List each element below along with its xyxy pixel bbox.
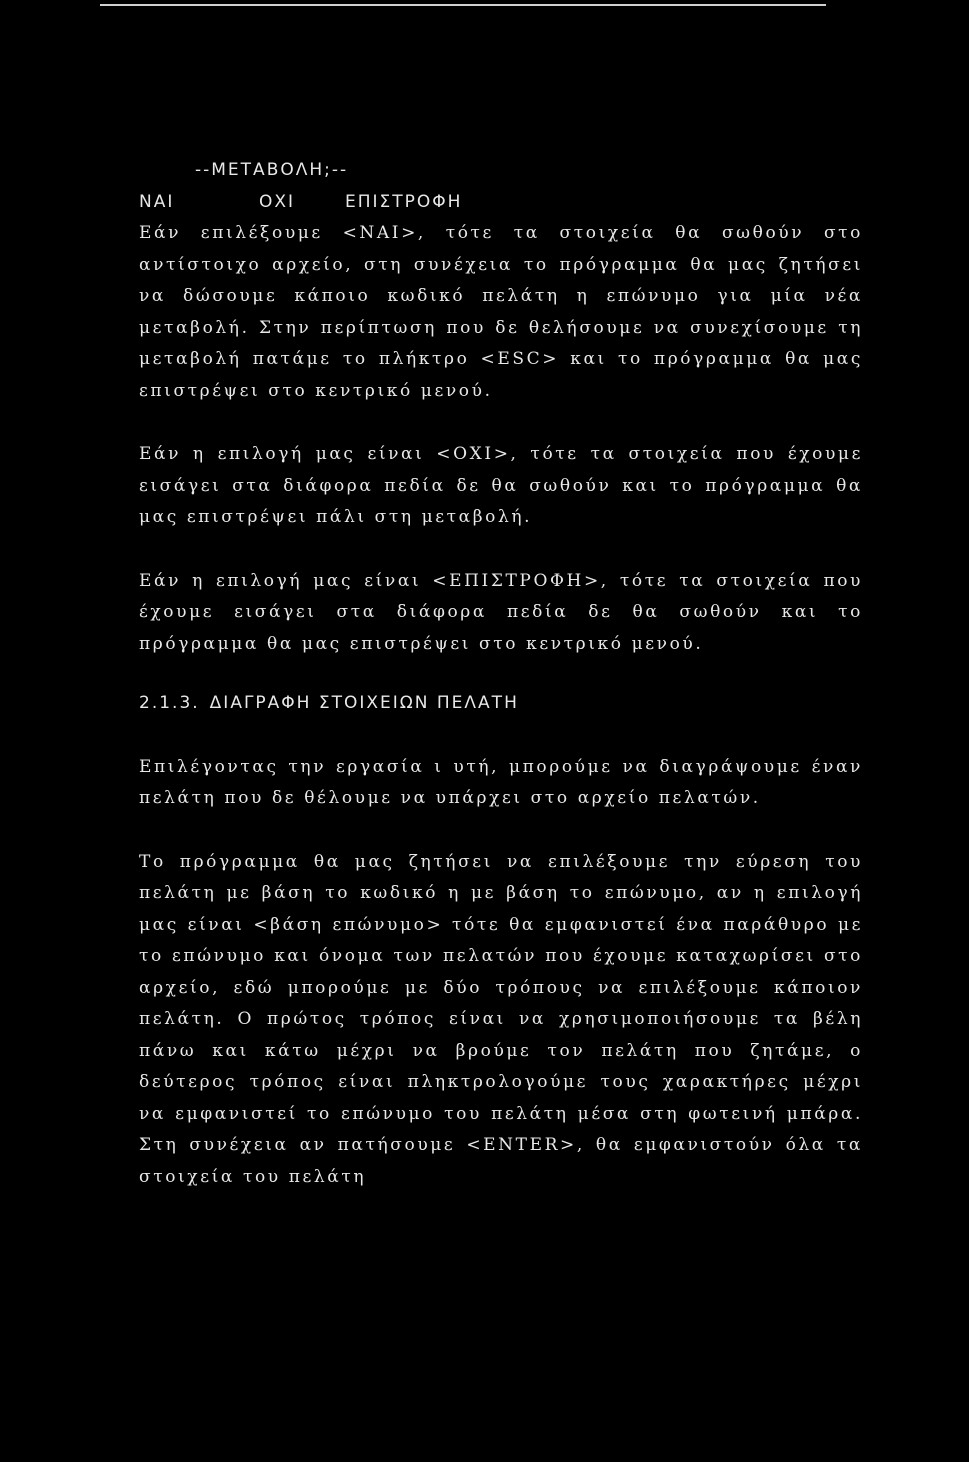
menu-options	[139, 187, 863, 219]
menu-heading: --ΜΕΤΑΒΟΛΗ;--	[195, 160, 349, 180]
paragraph-return: Εάν η επιλογή μας είναι <ΕΠΙΣΤΡΟΦΗ>, τότε τα στοιχεία που έχουμε εισάγει στα διάφορα πεδία δε θα σωθούν και το πρόγραμμα θα μας επιστρέψει στο κεντρικό μενού.	[139, 570, 863, 654]
top-rule	[100, 4, 826, 6]
paragraph-delete-procedure: Το πρόγραμμα θα μας ζητήσει να επιλέξουμε την εύρεση του πελάτη με βάση το κωδικό η με βάση το επώνυμο, αν η επιλογή μας είναι <βάση επώνυμο> τότε θα εμφανιστεί ένα παράθυρο με το επώνυμο και όνομα των πελατών που έχουμε καταχωρίσει στο αρχείο, εδώ μπορούμε με δύο τρόπους να επιλέξουμε κάποιον πελάτη. Ο πρώτος τρόπος είναι να χρησιμοποιήσουμε τα βέλη πάνω και κάτω μέχρι να βρούμε τον πελάτη που ζητάμε, ο δεύτερος τρόπος είναι πληκτρολογούμε τους χαρακτήρες μέχρι να εμφανιστεί το επώνυμο του πελάτη μέσα στη φωτεινή μπάρα. Στη συνέχεια αν πατήσουμε <ENTER>, θα εμφανιστούν όλα τα στοιχεία του πελάτη	[139, 851, 863, 1187]
option-return: ΕΠΙΣΤΡΟΦΗ	[345, 191, 463, 212]
option-yes: ΝΑΙ	[139, 191, 175, 212]
section-heading	[139, 688, 863, 720]
paragraph-delete-intro: Επιλέγοντας την εργασία ι υτή, μπορούμε να διαγράψουμε έναν πελάτη που δε θέλουμε να υπάρχει στο αρχείο πελατών.	[139, 756, 863, 808]
section-title: ΔΙΑΓΡΑΦΗ ΣΤΟΙΧΕΙΩΝ ΠΕΛΑΤΗ	[209, 693, 519, 713]
paragraph-yes: Εάν επιλέξουμε <ΝΑΙ>, τότε τα στοιχεία θα σωθούν στο αντίστοιχο αρχείο, στη συνέχεια το πρόγραμμα θα μας ζητήσει να δώσουμε κάποιο κωδικό πελάτη η επώνυμο για μία νέα μεταβολή. Στην περίπτωση που δε θελήσουμε να συνεχίσουμε τη μεταβολή πατάμε το πλήκτρο <ESC> και το πρόγραμμα θα μας επιστρέψει στο κεντρικό μενού.	[139, 223, 863, 401]
section-number: 2.1.3.	[139, 693, 200, 713]
paragraph-no: Εάν η επιλογή μας είναι <ΟΧΙ>, τότε τα στοιχεία που έχουμε εισάγει στα διάφορα πεδία δε θα σωθούν και το πρόγραμμα θα μας επιστρέψει πάλι στη μεταβολή.	[139, 444, 863, 527]
document-page	[139, 155, 863, 1193]
option-no: ΟΧΙ	[259, 191, 296, 212]
